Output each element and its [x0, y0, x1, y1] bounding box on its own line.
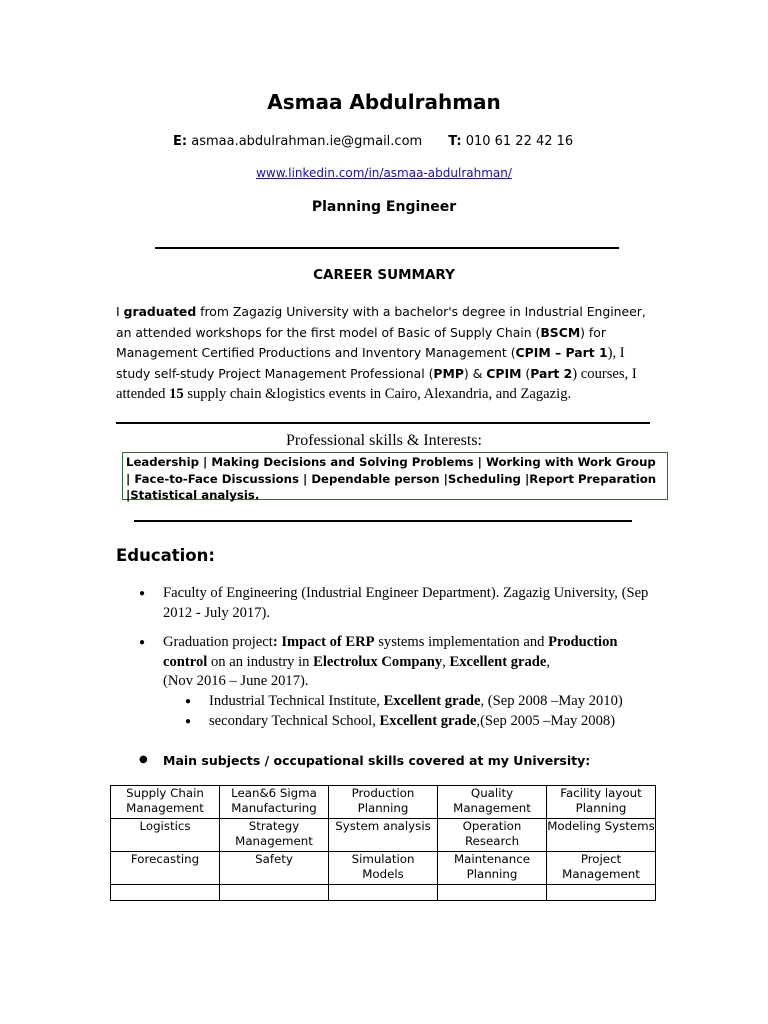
table-cell: Lean&6 Sigma Manufacturing: [220, 786, 329, 819]
table-cell: [547, 885, 656, 901]
bullet-icon: ●: [139, 637, 146, 648]
career-summary-text: I graduated from Zagazig University with a bachelor's degree in Industrial Engineer, an attended workshops for the first model of Basic of Supply Chain (BSCM) for Management Certified Productions and Inventory Management (CPIM – Part 1), I study self-study Project Management Professional (PMP) & CPIM (Part 2) courses, I attended 15 supply chain &logistics events in Cairo, Alexandria, and Zagazig.: [116, 304, 646, 402]
education-item-secondary-school: ● secondary Technical School, Excellent grade,(Sep 2005 –May 2008): [209, 712, 615, 732]
job-title: Planning Engineer: [311, 199, 457, 215]
table-cell: [111, 885, 220, 901]
contact-line: [173, 134, 573, 149]
divider-top: [155, 247, 619, 249]
table-row: [111, 819, 656, 852]
table-cell: Simulation Models: [329, 852, 438, 885]
table-cell: [220, 885, 329, 901]
skills-box: Leadership | Making Decisions and Solving Problems | Working with Work Group | Face-to-Face Discussions | Dependable person |Scheduling |Report Preparation |Statistical analysis.: [122, 452, 668, 500]
phone-label: T:: [448, 134, 462, 149]
table-cell: Strategy Management: [220, 819, 329, 852]
linkedin-link[interactable]: www.linkedin.com/in/asmaa-abdulrahman/: [256, 166, 512, 180]
table-row: [111, 885, 656, 901]
candidate-name: Asmaa Abdulrahman: [267, 90, 501, 114]
subjects-heading: ● Main subjects / occupational skills covered at my University:: [139, 753, 591, 768]
email-label: E:: [173, 134, 188, 149]
table-cell: Maintenance Planning: [438, 852, 547, 885]
table-cell: Supply Chain Management: [111, 786, 220, 819]
skills-heading: Professional skills & Interests:: [286, 432, 482, 449]
table-cell: Facility layout Planning: [547, 786, 656, 819]
table-cell: Quality Management: [438, 786, 547, 819]
bullet-icon: ●: [185, 716, 192, 727]
table-row: [111, 786, 656, 819]
bullet-icon: ●: [185, 696, 192, 707]
table-cell: Logistics: [111, 819, 220, 852]
table-cell: System analysis: [329, 819, 438, 852]
education-heading: Education:: [116, 546, 215, 565]
education-item-technical-institute: ● Industrial Technical Institute, Excellent grade, (Sep 2008 –May 2010): [209, 692, 623, 712]
subjects-table: [110, 785, 656, 901]
phone-number: 010 61 22 42 16: [465, 134, 574, 149]
bullet-icon: ●: [139, 588, 146, 599]
graduation-project-dates: (Nov 2016 – June 2017).: [163, 673, 309, 689]
divider-summary: [116, 422, 650, 424]
table-row: [111, 852, 656, 885]
table-cell: Production Planning: [329, 786, 438, 819]
table-cell: Operation Research: [438, 819, 547, 852]
table-cell: Project Management: [547, 852, 656, 885]
bullet-icon: ●: [139, 754, 148, 765]
career-summary-heading: CAREER SUMMARY: [313, 267, 455, 283]
education-item-faculty: ● Faculty of Engineering (Industrial Engineer Department). Zagazig University, (Sep 2012 - July 2017).: [139, 585, 649, 621]
education-item-graduation-project: ● Graduation project: Impact of ERP systems implementation and Production control on an industry in Electrolux Company, Excellent grade,: [139, 634, 618, 670]
table-cell: Safety: [220, 852, 329, 885]
divider-skills: [134, 520, 632, 522]
table-cell: Forecasting: [111, 852, 220, 885]
table-cell: [438, 885, 547, 901]
table-cell: Modeling Systems: [547, 819, 656, 852]
table-cell: [329, 885, 438, 901]
email-address[interactable]: asmaa.abdulrahman.ie@gmail.com: [191, 134, 423, 149]
